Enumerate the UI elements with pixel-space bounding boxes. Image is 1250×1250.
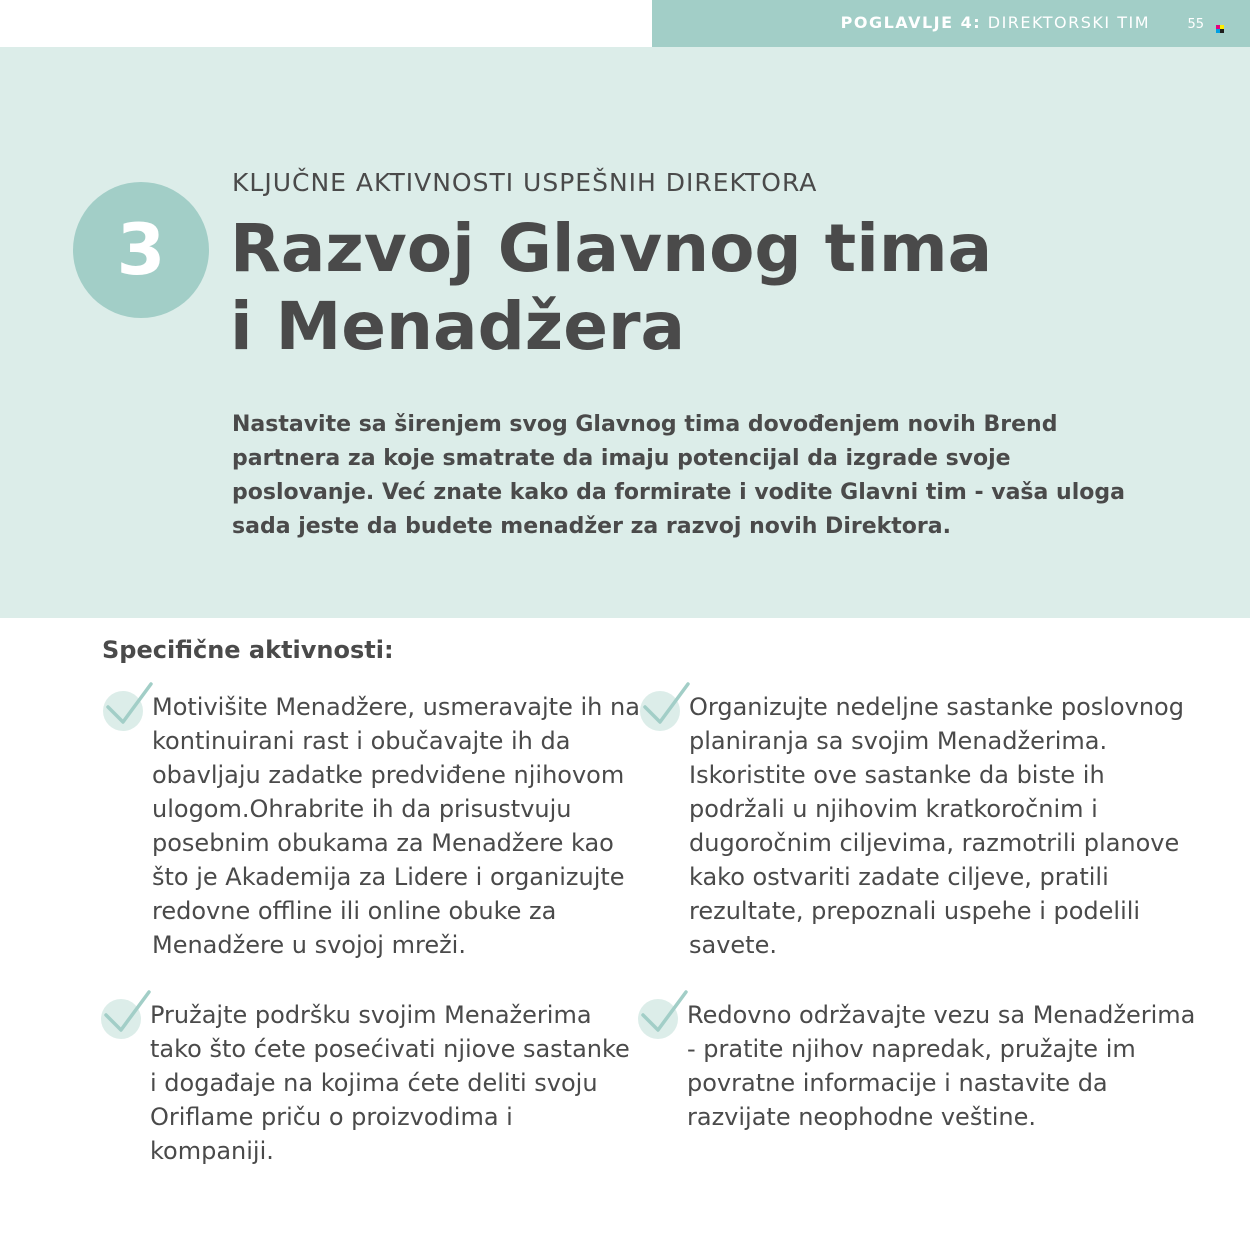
title-line-1: Razvoj Glavnog tima [230, 210, 993, 287]
activity-text: Motivišite Menadžere, usmeravajte ih na kontinuirani rast i obučavajte ih da obavljaju zadatke predviđene njihovom ulogom.Ohrabrite ih da prisustvuju posebnim obukama za Menadžere kao što je Akademija za Lidere i organizujte redovne offline ili online obuke za Menadžere u svojoj mreži. [152, 693, 640, 959]
chapter-header [841, 13, 1150, 32]
chapter-title: DIREKTORSKI TIM [987, 13, 1150, 32]
page-number: 55 [1187, 17, 1204, 32]
checkmark-icon [102, 682, 154, 734]
section-kicker: KLJUČNE AKTIVNOSTI USPEŠNIH DIREKTORA [232, 168, 818, 197]
chapter-label: POGLAVLJE 4: [840, 13, 982, 32]
checkmark-icon [639, 682, 691, 734]
page-title [230, 210, 1130, 366]
checkmark-icon [637, 990, 689, 1042]
header-bar [652, 0, 1250, 47]
activity-text: Pružajte podršku svojim Menažerima tako što ćete posećivati njiove sastanke i događaje na kojima ćete deliti svoju Oriflame priču o proizvodima i kompaniji. [150, 1001, 630, 1165]
title-line-2: i Menadžera [230, 288, 686, 365]
activities-heading: Specifične aktivnosti: [102, 636, 394, 664]
activity-text: Organizujte nedeljne sastanke poslovnog planiranja sa svojim Menadžerima. Iskoristite ove sastanke da biste ih podržali u njihovim kratkoročnim i dugoročnim ciljevima, razmotrili planove kako ostvariti zadate ciljeve, pratili rezultate, prepoznali uspehe i podelili savete. [689, 693, 1184, 959]
step-number-badge: 3 [73, 182, 209, 318]
checkmark-icon [100, 990, 152, 1042]
intro-description: Nastavite sa širenjem svog Glavnog tima dovođenjem novih Brend partnera za koje smatrate da imaju potencijal da izgrade svoje poslovanje. Već znate kako da formirate i vodite Glavni tim - vaša uloga sada jeste da budete menadžer za razvoj novih Direktora. [232, 412, 1125, 539]
activity-text: Redovno održavajte vezu sa Menadžerima - pratite njihov napredak, pružajte im povratne informacije i nastavite da razvijate neophodne veštine. [687, 1001, 1196, 1131]
print-color-mark-icon [1216, 25, 1224, 33]
